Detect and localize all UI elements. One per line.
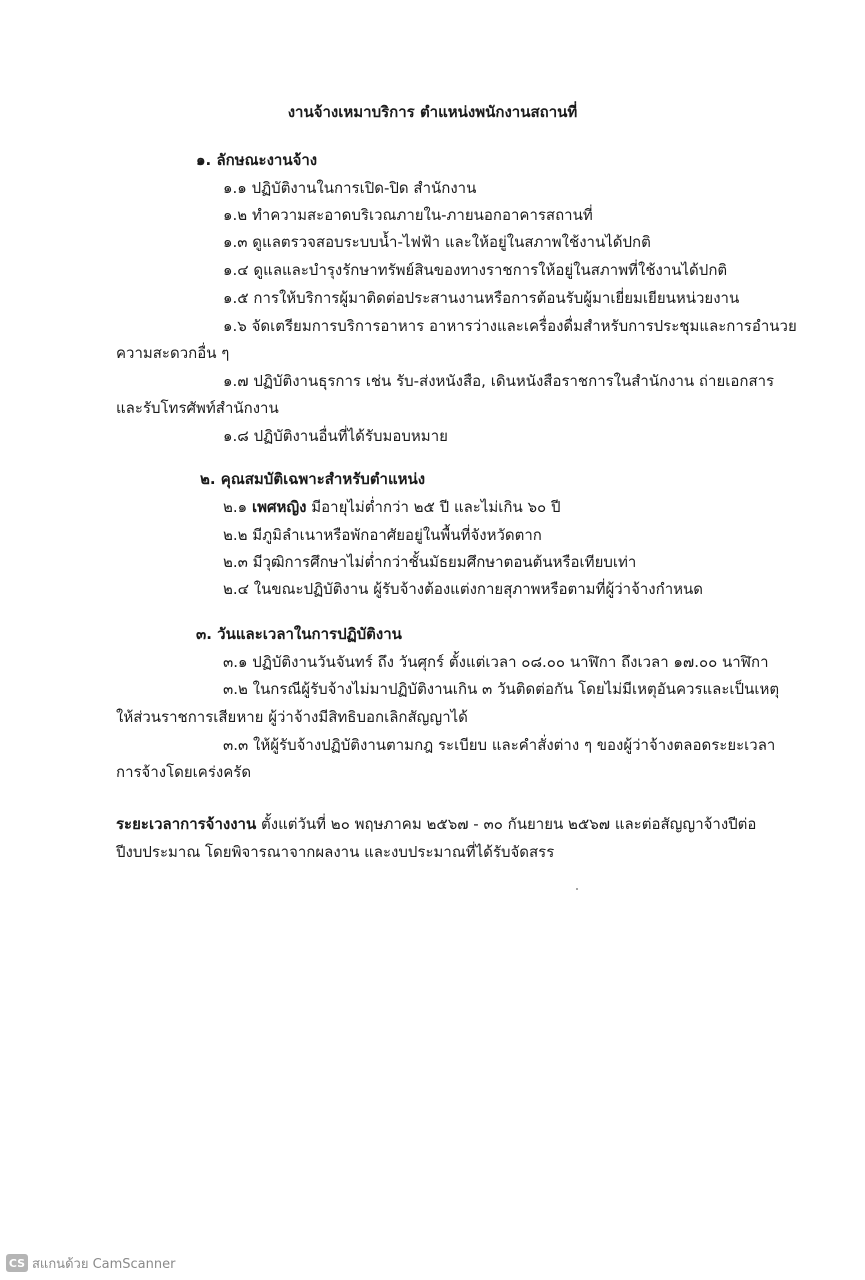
section2-item-1-bold: เพศหญิง [251,498,307,516]
section1-item-7: ๑.๗ ปฏิบัติงานธุรการ เช่น รับ-ส่งหนังสือ, เดินหนังสือราชการในสำนักงาน ถ่ายเอกสาร [223,372,775,390]
section3-item-2: ๓.๒ ในกรณีผู้รับจ้างไม่มาปฏิบัติงานเกิน ๓ วันติดต่อกัน โดยไม่มีเหตุอันควรและเป็นเหตุ [223,680,780,698]
section3-item-3-cont: การจ้างโดยเคร่งครัด [116,763,252,781]
section1-item-3: ๑.๓ ดูแลตรวจสอบระบบน้ำ-ไฟฟ้า และให้อยู่ในสภาพใช้งานได้ปกติ [223,233,651,251]
section1-item-8: ๑.๘ ปฏิบัติงานอื่นที่ได้รับมอบหมาย [223,427,448,445]
section3-item-2-cont: ให้ส่วนราชการเสียหาย ผู้ว่าจ้างมีสิทธิบอกเลิกสัญญาได้ [116,708,468,726]
section1-item-6: ๑.๖ จัดเตรียมการบริการอาหาร อาหารว่างและเครื่องดื่มสำหรับการประชุมและการอำนวย [223,317,797,335]
section2-item-3: ๒.๓ มีวุฒิการศึกษาไม่ต่ำกว่าชั้นมัธยมศึกษาตอนต้นหรือเทียบเท่า [223,553,637,571]
section2-item-1 [223,495,561,519]
section3-heading: ๓. วันและเวลาในการปฏิบัติงาน [196,625,402,643]
employment-period-cont: ปีงบประมาณ โดยพิจารณาจากผลงาน และงบประมาณที่ได้รับจัดสรร [116,843,555,861]
section1-item-5: ๑.๕ การให้บริการผู้มาติดต่อประสานงานหรือการต้อนรับผู้มาเยี่ยมเยียนหน่วยงาน [223,289,740,307]
section2-item-4: ๒.๔ ในขณะปฏิบัติงาน ผู้รับจ้างต้องแต่งกายสุภาพหรือตามที่ผู้ว่าจ้างกำหนด [223,580,704,598]
employment-period-label: ระยะเวลาการจ้างงาน [116,815,257,833]
section1-heading: ๑. ลักษณะงานจ้าง [196,151,318,169]
camscanner-logo-icon: CS [6,1254,28,1272]
scan-speck [576,888,578,890]
section1-item-1: ๑.๑ ปฏิบัติงานในการเปิด-ปิด สำนักงาน [223,179,477,197]
section1-item-2: ๑.๒ ทำความสะอาดบริเวณภายใน-ภายนอกอาคารสถานที่ [223,206,593,224]
section1-item-4: ๑.๔ ดูแลและบำรุงรักษาทรัพย์สินของทางราชการให้อยู่ในสภาพที่ใช้งานได้ปกติ [223,261,728,279]
section3-item-1: ๓.๑ ปฏิบัติงานวันจันทร์ ถึง วันศุกร์ ตั้งแต่เวลา ๐๘.๐๐ นาฬิกา ถึงเวลา ๑๗.๐๐ นาฬิกา [223,653,769,671]
section1-item-7-cont: และรับโทรศัพท์สำนักงาน [116,399,279,417]
section2-item-1-rest: มีอายุไม่ต่ำกว่า ๒๕ ปี และไม่เกิน ๖๐ ปี [306,498,561,516]
section3-item-3: ๓.๓ ให้ผู้รับจ้างปฏิบัติงานตามกฎ ระเบียบ และคำสั่งต่าง ๆ ของผู้ว่าจ้างตลอดระยะเวลา [223,736,776,754]
camscanner-watermark [6,1252,175,1274]
employment-period [116,812,756,836]
section1-item-6-cont: ความสะดวกอื่น ๆ [116,344,230,362]
employment-period-text: ตั้งแต่วันที่ ๒๐ พฤษภาคม ๒๕๖๗ - ๓๐ กันยายน ๒๕๖๗ และต่อสัญญาจ้างปีต่อ [256,815,757,833]
camscanner-text: สแกนด้วย CamScanner [32,1256,176,1272]
section2-item-2: ๒.๒ มีภูมิลำเนาหรือพักอาศัยอยู่ในพื้นที่จังหวัดตาก [223,526,542,544]
document-title: งานจ้างเหมาบริการ ตำแหน่งพนักงานสถานที่ [287,103,578,121]
section2-item-1-number: ๒.๑ [223,498,252,516]
section2-heading: ๒. คุณสมบัติเฉพาะสำหรับตำแหน่ง [200,470,426,488]
